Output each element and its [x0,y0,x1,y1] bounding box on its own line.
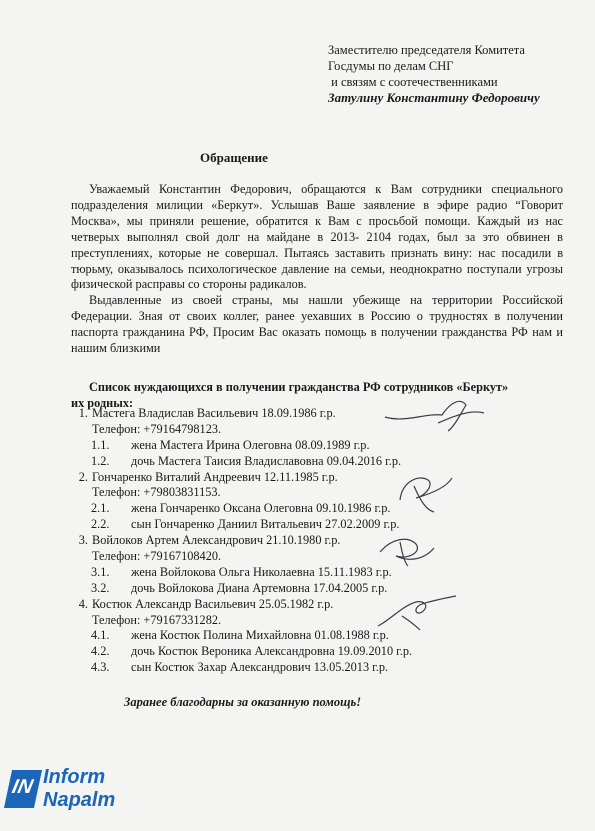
person-phone: Телефон: +79164798123. [92,421,222,436]
person-row [70,470,412,486]
person-number: 2. [78,469,88,484]
relative-row [70,438,412,454]
relative-text: жена Гончаренко Оксана Олеговна 09.10.1986 г.р. [131,501,391,516]
list-heading-line-2: их родных: [71,395,134,410]
relative-text: жена Костюк Полина Михайловна 01.08.1988 г.р. [131,628,389,643]
person-phone: Телефон: +79167331282. [92,612,222,627]
paragraph-line: паспорта гражданина РФ, Просим Вас оказать помощь в получении гражданства РФ [71,325,528,340]
person-name: Войлоков Артем Александрович 21.10.1980 г.р. [92,533,341,548]
person-number: 1. [78,406,88,420]
relative-number: 1.1. [91,437,110,452]
person-number: 3. [78,533,88,548]
logo-badge: IN [4,770,42,808]
relative-row [70,501,412,517]
relative-row [70,644,412,660]
paragraph-line: Федерации. Зная от своих коллег, ранее уехавших в Россию о трудностях в получении [71,309,563,324]
addressee-block [328,42,540,106]
paragraph-line: угрозы физической расправы со стороны радикалов. [71,261,563,292]
logo-word-1: Inform [43,766,106,788]
relative-row [70,517,412,533]
relative-row [70,660,412,676]
person-number: 4. [78,596,88,611]
letter-title: Обращение [200,150,268,165]
paragraph-line: в тюрьму, оказывалось психологическое давление на семьи, неоднократно поступали [71,245,563,276]
relative-number: 4.3. [91,660,110,675]
closing-line: Заранее благодарны за оказанную помощь! [124,695,362,709]
relative-row [70,454,412,470]
person-name: Костюк Александр Васильевич 25.05.1982 г.р. [92,596,334,611]
relative-text: дочь Мастега Таисия Владиславовна 09.04.2016 г.р. [131,453,402,468]
person-row [70,533,412,549]
person-name: Мастега Владислав Васильевич 18.09.1986 г.р. [92,406,336,420]
person-name: Гончаренко Виталий Андреевич 12.11.1985 г.р. [92,469,338,484]
relative-number: 2.2. [91,517,110,532]
relative-number: 2.1. [91,501,110,516]
logo-word-2: Napalm [43,789,116,811]
relative-text: жена Войлокова Ольга Николаевна 15.11.1983 г.р. [131,564,392,579]
addressee-line-3: и связям с соотечественниками [328,75,498,89]
paragraph-line: подразделения милиции «Беркут». Услышав Ваше заявление в эфире радио “Говорит [71,197,563,212]
relative-row [70,628,412,644]
relative-row [70,565,412,581]
relative-text: сын Гончаренко Даниил Витальевич 27.02.2009 г.р. [131,517,400,532]
person-row [70,406,412,422]
addressee-line-2: Госдумы по делам СНГ [328,59,454,73]
inform-napalm-logo [8,758,128,818]
paragraph-line: Уважаемый Константин Федорович, обращаются к Вам сотрудники специального [89,182,563,196]
addressee-line-1: Заместителю председателя Комитета [328,43,525,57]
person-row [70,597,412,613]
person-phone: Телефон: +79803831153. [92,485,221,500]
relative-text: дочь Войлокова Диана Артемовна 17.04.2005 г.р. [131,580,388,595]
relative-text: сын Костюк Захар Александрович 13.05.2013 г.р. [131,660,389,675]
relative-number: 1.2. [91,453,110,468]
paragraph-line: четверых выполнял свой долг на майдане в 2013- 2104 годах, был за это обвинен в [71,229,563,244]
persons-list [70,406,412,676]
relative-text: дочь Костюк Вероника Александровна 19.09.2010 г.р. [131,644,413,659]
paragraph-line: нам и нашим близкими [71,325,563,356]
letter-body [71,182,563,357]
person-phone: Телефон: +79167108420. [92,549,222,564]
relative-row [70,581,412,597]
relative-number: 3.1. [91,564,110,579]
paragraph-2 [71,293,563,357]
list-heading-line-1: Список нуждающихся в получении гражданства РФ сотрудников «Беркут» [89,380,509,394]
relative-number: 4.2. [91,644,110,659]
addressee-name: Затулину Константину Федоровичу [328,90,540,105]
relative-number: 3.2. [91,580,110,595]
paragraph-line: Выдавленные из своей страны, мы нашли убежище на территории Российской [89,293,563,308]
relative-number: 4.1. [91,628,110,643]
paragraph-line: преступлениях, которые не совершал. Пытаясь заставить признать вину: нас посадили [71,245,552,260]
paragraph-1 [71,182,563,293]
paragraph-line: Москва», мы приняли решение, обратится к Вам с просьбой помощи. Каждый из нас [71,213,563,228]
relative-text: жена Мастега Ирина Олеговна 08.09.1989 г.р. [131,437,370,452]
